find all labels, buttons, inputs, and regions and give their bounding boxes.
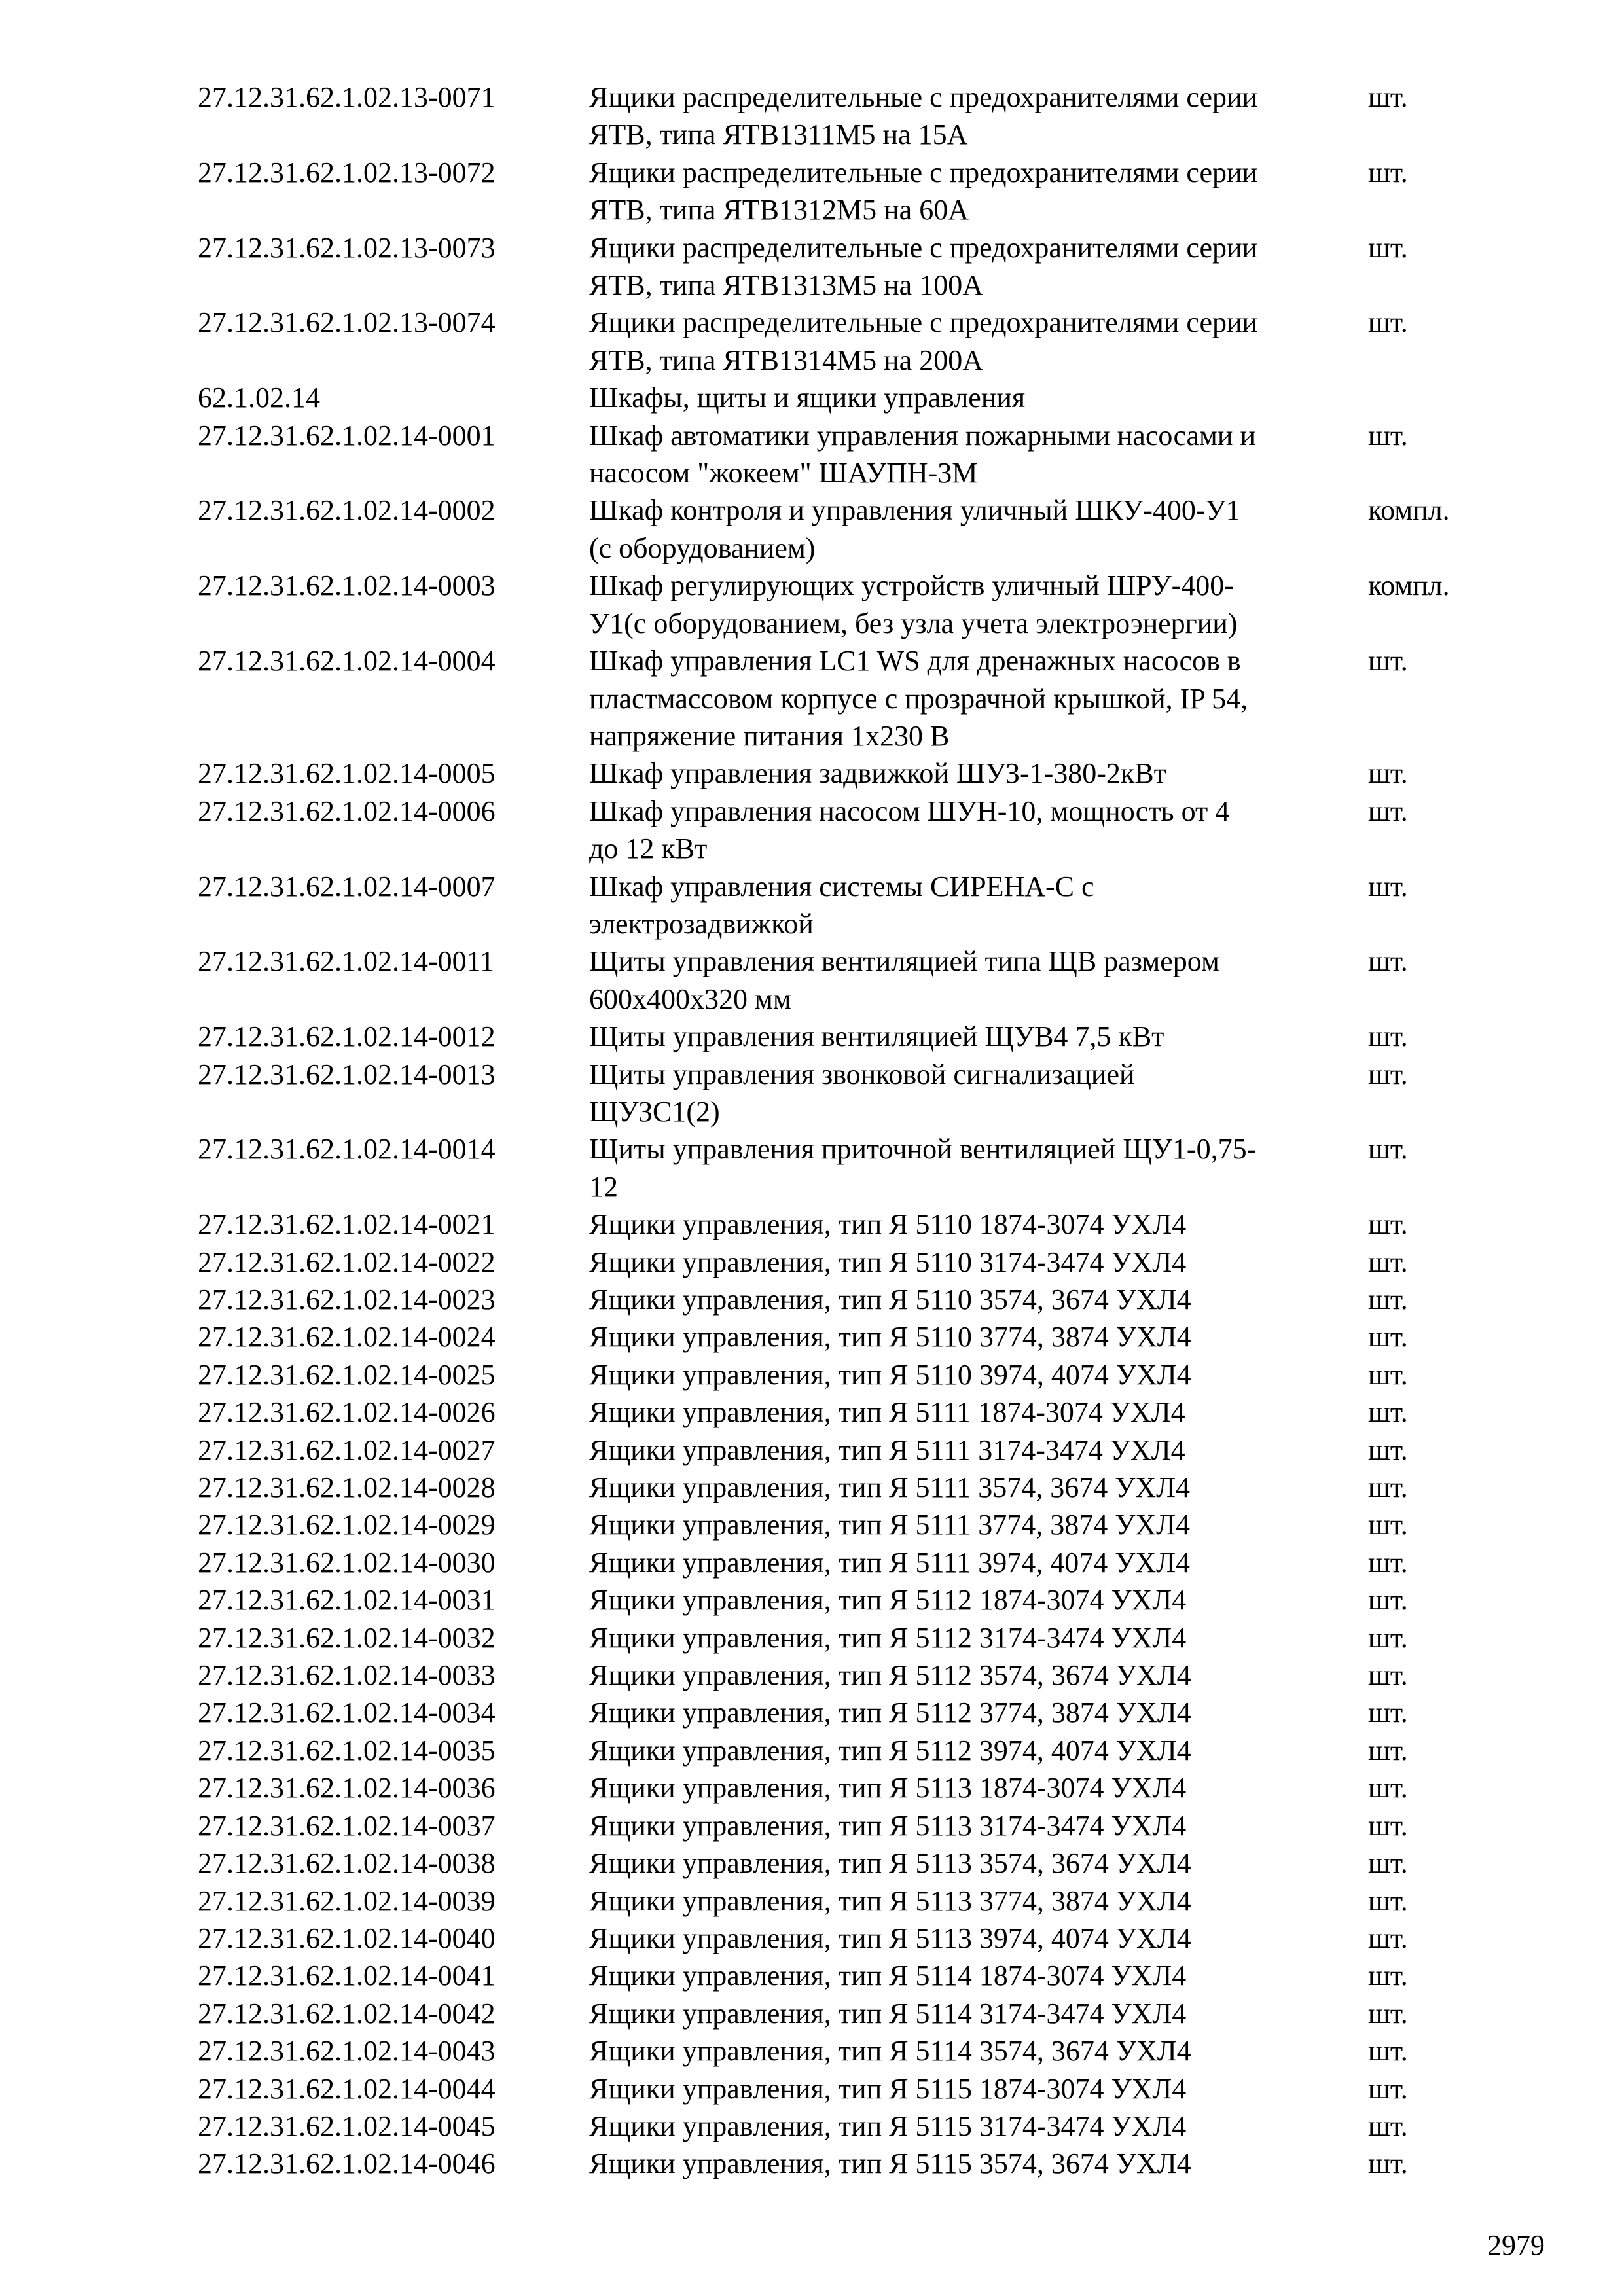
resource-code: 27.12.31.62.1.02.14-0045 — [198, 2109, 496, 2142]
unit-of-measure: шт. — [1368, 945, 1408, 978]
resource-code: 27.12.31.62.1.02.14-0013 — [198, 1058, 496, 1090]
resource-code: 27.12.31.62.1.02.14-0005 — [198, 757, 496, 790]
resource-name: Шкаф контроля и управления уличный ШКУ-400-У1 (с оборудованием) — [589, 494, 1240, 564]
resource-code: 62.1.02.14 — [198, 382, 320, 414]
resource-name: Ящики управления, тип Я 5111 3174-3474 УХЛ4 — [589, 1433, 1185, 1466]
unit-of-measure: шт. — [1368, 1546, 1408, 1579]
resource-name: Щиты управления приточной вентиляцией ЩУ1-0,75- 12 — [589, 1133, 1257, 1203]
resource-name: Ящики распределительные с предохранителями серии ЯТВ, типа ЯТВ1312М5 на 60А — [589, 156, 1258, 226]
unit-of-measure: шт. — [1368, 1734, 1408, 1767]
resource-name: Шкаф управления задвижкой ШУЗ-1-380-2кВт — [589, 757, 1166, 790]
unit-of-measure: шт. — [1368, 1208, 1408, 1241]
table-row — [198, 1581, 1492, 1619]
resource-name: Ящики управления, тип Я 5110 3974, 4074 УХЛ4 — [589, 1358, 1191, 1391]
resource-code: 27.12.31.62.1.02.14-0038 — [198, 1847, 496, 1880]
table-row — [198, 642, 1492, 755]
unit-of-measure: шт. — [1368, 1471, 1408, 1504]
resource-name: Щиты управления вентиляцией типа ЩВ размером 600х400х320 мм — [589, 945, 1219, 1015]
unit-of-measure: шт. — [1368, 1509, 1408, 1541]
unit-of-measure: шт. — [1368, 231, 1408, 264]
resource-code: 27.12.31.62.1.02.14-0034 — [198, 1696, 496, 1729]
resource-code: 27.12.31.62.1.02.14-0032 — [198, 1621, 496, 1654]
resource-name: Шкаф управления насосом ШУН-10, мощность от 4 до 12 кВт — [589, 795, 1230, 865]
resource-code: 27.12.31.62.1.02.14-0028 — [198, 1471, 496, 1504]
table-row — [198, 379, 1492, 416]
table-row — [198, 2108, 1492, 2145]
resource-code: 27.12.31.62.1.02.14-0021 — [198, 1208, 496, 1241]
unit-of-measure: шт. — [1368, 2147, 1408, 2180]
resource-name: Ящики управления, тип Я 5111 3574, 3674 УХЛ4 — [589, 1471, 1190, 1504]
unit-of-measure: шт. — [1368, 1809, 1408, 1842]
unit-of-measure: шт. — [1368, 1772, 1408, 1804]
resource-name: Ящики управления, тип Я 5113 3574, 3674 УХЛ4 — [589, 1847, 1191, 1880]
resource-code: 27.12.31.62.1.02.14-0001 — [198, 419, 496, 452]
unit-of-measure: шт. — [1368, 1659, 1408, 1692]
resource-name: Ящики управления, тип Я 5110 3174-3474 УХЛ4 — [589, 1246, 1187, 1278]
table-row — [198, 1807, 1492, 1844]
resource-code: 27.12.31.62.1.02.14-0035 — [198, 1734, 496, 1767]
resource-name: Щиты управления вентиляцией ЩУВ4 7,5 кВт — [589, 1020, 1164, 1053]
table-row — [198, 79, 1492, 154]
resource-code: 27.12.31.62.1.02.14-0040 — [198, 1922, 496, 1954]
table-row — [198, 1506, 1492, 1543]
unit-of-measure: компл. — [1368, 494, 1450, 527]
resource-name: Ящики управления, тип Я 5112 3974, 4074 УХЛ4 — [589, 1734, 1191, 1767]
resource-name: Ящики управления, тип Я 5111 1874-3074 УХЛ4 — [589, 1396, 1185, 1429]
resource-code: 27.12.31.62.1.02.13-0073 — [198, 231, 496, 264]
unit-of-measure: шт. — [1368, 1321, 1408, 1354]
resource-code: 27.12.31.62.1.02.14-0022 — [198, 1246, 496, 1278]
resource-code: 27.12.31.62.1.02.14-0002 — [198, 494, 496, 527]
table-row — [198, 1769, 1492, 1806]
resource-name: Ящики распределительные с предохранителями серии ЯТВ, типа ЯТВ1314М5 на 200А — [589, 306, 1258, 376]
resource-code: 27.12.31.62.1.02.14-0029 — [198, 1509, 496, 1541]
unit-of-measure: шт. — [1368, 1696, 1408, 1729]
table-row — [198, 1544, 1492, 1581]
table-row — [198, 1619, 1492, 1657]
resource-name: Ящики распределительные с предохранителями серии ЯТВ, типа ЯТВ1313М5 на 100А — [589, 231, 1258, 302]
unit-of-measure: шт. — [1368, 1997, 1408, 2030]
unit-of-measure: шт. — [1368, 1246, 1408, 1278]
resource-name: Ящики управления, тип Я 5113 1874-3074 УХЛ4 — [589, 1772, 1187, 1804]
table-row — [198, 1130, 1492, 1206]
resource-name: Ящики распределительные с предохранителями серии ЯТВ, типа ЯТВ1311М5 на 15А — [589, 81, 1258, 151]
table-row — [198, 1281, 1492, 1318]
table-row — [198, 1920, 1492, 1957]
unit-of-measure: шт. — [1368, 2072, 1408, 2105]
resource-name: Ящики управления, тип Я 5114 3574, 3674 УХЛ4 — [589, 2035, 1191, 2068]
resource-name: Ящики управления, тип Я 5114 3174-3474 УХЛ4 — [589, 1997, 1187, 2030]
table-row — [198, 1957, 1492, 1994]
resource-name: Ящики управления, тип Я 5112 3774, 3874 УХЛ4 — [589, 1696, 1191, 1729]
table-row — [198, 2032, 1492, 2070]
resource-code: 27.12.31.62.1.02.14-0033 — [198, 1659, 496, 1692]
resource-name: Ящики управления, тип Я 5112 1874-3074 УХЛ4 — [589, 1584, 1187, 1617]
unit-of-measure: шт. — [1368, 795, 1408, 827]
resource-name: Ящики управления, тип Я 5115 3574, 3674 УХЛ4 — [589, 2147, 1191, 2180]
resource-name: Ящики управления, тип Я 5115 1874-3074 УХЛ4 — [589, 2072, 1187, 2105]
resource-name: Шкаф управления системы СИРЕНА-С с электрозадвижкой — [589, 870, 1094, 940]
resource-name: Ящики управления, тип Я 5114 1874-3074 УХЛ4 — [589, 1960, 1187, 1992]
resource-name: Ящики управления, тип Я 5111 3774, 3874 УХЛ4 — [589, 1509, 1190, 1541]
resource-table — [198, 79, 1492, 2183]
unit-of-measure: шт. — [1368, 757, 1408, 790]
resource-code: 27.12.31.62.1.02.14-0014 — [198, 1133, 496, 1166]
resource-code: 27.12.31.62.1.02.14-0003 — [198, 569, 496, 602]
resource-name: Шкаф управления LC1 WS для дренажных насосов в пластмассовом корпусе с прозрачной крышкой, IP 54, напряжение питания 1х230 В — [589, 645, 1248, 752]
table-row — [198, 1244, 1492, 1281]
table-row — [198, 492, 1492, 567]
unit-of-measure: шт. — [1368, 1884, 1408, 1917]
table-row — [198, 1469, 1492, 1506]
table-row — [198, 1206, 1492, 1243]
resource-code: 27.12.31.62.1.02.14-0026 — [198, 1396, 496, 1429]
unit-of-measure: шт. — [1368, 645, 1408, 677]
resource-name: Ящики управления, тип Я 5113 3174-3474 УХЛ4 — [589, 1809, 1187, 1842]
resource-code: 27.12.31.62.1.02.14-0011 — [198, 945, 495, 978]
table-row — [198, 1995, 1492, 2032]
table-row — [198, 1844, 1492, 1882]
resource-code: 27.12.31.62.1.02.14-0046 — [198, 2147, 496, 2180]
unit-of-measure: шт. — [1368, 2035, 1408, 2068]
unit-of-measure: шт. — [1368, 2109, 1408, 2142]
unit-of-measure: шт. — [1368, 1133, 1408, 1166]
resource-name: Ящики управления, тип Я 5113 3974, 4074 УХЛ4 — [589, 1922, 1191, 1954]
resource-name: Ящики управления, тип Я 5112 3174-3474 УХЛ4 — [589, 1621, 1187, 1654]
table-row — [198, 2070, 1492, 2108]
resource-code: 27.12.31.62.1.02.14-0012 — [198, 1020, 496, 1053]
resource-code: 27.12.31.62.1.02.14-0041 — [198, 1960, 496, 1992]
table-row — [198, 1018, 1492, 1055]
table-row — [198, 1732, 1492, 1769]
resource-code: 27.12.31.62.1.02.14-0006 — [198, 795, 496, 827]
unit-of-measure: шт. — [1368, 1358, 1408, 1391]
resource-name: Шкаф регулирующих устройств уличный ШРУ-400- У1(с оборудованием, без узла учета электроэнергии) — [589, 569, 1238, 639]
resource-name: Шкафы, щиты и ящики управления — [589, 382, 1026, 414]
table-row — [198, 2145, 1492, 2182]
resource-name: Ящики управления, тип Я 5110 1874-3074 УХЛ4 — [589, 1208, 1187, 1241]
unit-of-measure: компл. — [1368, 569, 1450, 602]
table-row — [198, 1431, 1492, 1469]
table-row — [198, 229, 1492, 304]
resource-code: 27.12.31.62.1.02.14-0044 — [198, 2072, 496, 2105]
resource-code: 27.12.31.62.1.02.14-0027 — [198, 1433, 496, 1466]
table-row — [198, 567, 1492, 642]
unit-of-measure: шт. — [1368, 1283, 1408, 1316]
resource-name: Ящики управления, тип Я 5115 3174-3474 УХЛ4 — [589, 2109, 1187, 2142]
table-row — [198, 1882, 1492, 1920]
resource-code: 27.12.31.62.1.02.14-0030 — [198, 1546, 496, 1579]
table-row — [198, 1657, 1492, 1694]
unit-of-measure: шт. — [1368, 1960, 1408, 1992]
resource-code: 27.12.31.62.1.02.14-0042 — [198, 1997, 496, 2030]
unit-of-measure: шт. — [1368, 306, 1408, 339]
unit-of-measure: шт. — [1368, 1396, 1408, 1429]
resource-code: 27.12.31.62.1.02.14-0023 — [198, 1283, 496, 1316]
table-row — [198, 417, 1492, 492]
resource-code: 27.12.31.62.1.02.14-0025 — [198, 1358, 496, 1391]
table-row — [198, 304, 1492, 379]
resource-code: 27.12.31.62.1.02.13-0072 — [198, 156, 496, 188]
table-row — [198, 868, 1492, 943]
unit-of-measure: шт. — [1368, 1020, 1408, 1053]
resource-name: Ящики управления, тип Я 5111 3974, 4074 УХЛ4 — [589, 1546, 1190, 1579]
resource-name: Ящики управления, тип Я 5113 3774, 3874 УХЛ4 — [589, 1884, 1191, 1917]
resource-code: 27.12.31.62.1.02.14-0037 — [198, 1809, 496, 1842]
unit-of-measure: шт. — [1368, 1584, 1408, 1617]
table-row — [198, 1393, 1492, 1431]
resource-name: Ящики управления, тип Я 5112 3574, 3674 УХЛ4 — [589, 1659, 1191, 1692]
resource-code: 27.12.31.62.1.02.14-0036 — [198, 1772, 496, 1804]
table-row — [198, 1318, 1492, 1355]
table-row — [198, 1056, 1492, 1131]
resource-code: 27.12.31.62.1.02.14-0007 — [198, 870, 496, 903]
resource-code: 27.12.31.62.1.02.14-0004 — [198, 645, 496, 677]
table-row — [198, 942, 1492, 1018]
table-row — [198, 1694, 1492, 1731]
table-row — [198, 154, 1492, 229]
unit-of-measure: шт. — [1368, 1058, 1408, 1090]
resource-name: Щиты управления звонковой сигнализацией ЩУЗС1(2) — [589, 1058, 1135, 1128]
unit-of-measure: шт. — [1368, 1433, 1408, 1466]
resource-name: Ящики управления, тип Я 5110 3574, 3674 УХЛ4 — [589, 1283, 1191, 1316]
unit-of-measure: шт. — [1368, 419, 1408, 452]
resource-code: 27.12.31.62.1.02.14-0031 — [198, 1584, 496, 1617]
unit-of-measure: шт. — [1368, 1621, 1408, 1654]
resource-code: 27.12.31.62.1.02.14-0039 — [198, 1884, 496, 1917]
resource-code: 27.12.31.62.1.02.14-0024 — [198, 1321, 496, 1354]
unit-of-measure: шт. — [1368, 156, 1408, 188]
unit-of-measure: шт. — [1368, 1847, 1408, 1880]
unit-of-measure: шт. — [1368, 870, 1408, 903]
resource-code: 27.12.31.62.1.02.13-0071 — [198, 81, 496, 113]
resource-name: Ящики управления, тип Я 5110 3774, 3874 УХЛ4 — [589, 1321, 1191, 1354]
resource-name: Шкаф автоматики управления пожарными насосами и насосом "жокеем" ШАУПН-3М — [589, 419, 1255, 490]
resource-code: 27.12.31.62.1.02.13-0074 — [198, 306, 496, 339]
table-row — [198, 755, 1492, 792]
unit-of-measure: шт. — [1368, 81, 1408, 113]
table-row — [198, 793, 1492, 868]
table-row — [198, 1356, 1492, 1393]
resource-code: 27.12.31.62.1.02.14-0043 — [198, 2035, 496, 2068]
unit-of-measure: шт. — [1368, 1922, 1408, 1954]
page-number: 2979 — [1487, 2229, 1545, 2261]
